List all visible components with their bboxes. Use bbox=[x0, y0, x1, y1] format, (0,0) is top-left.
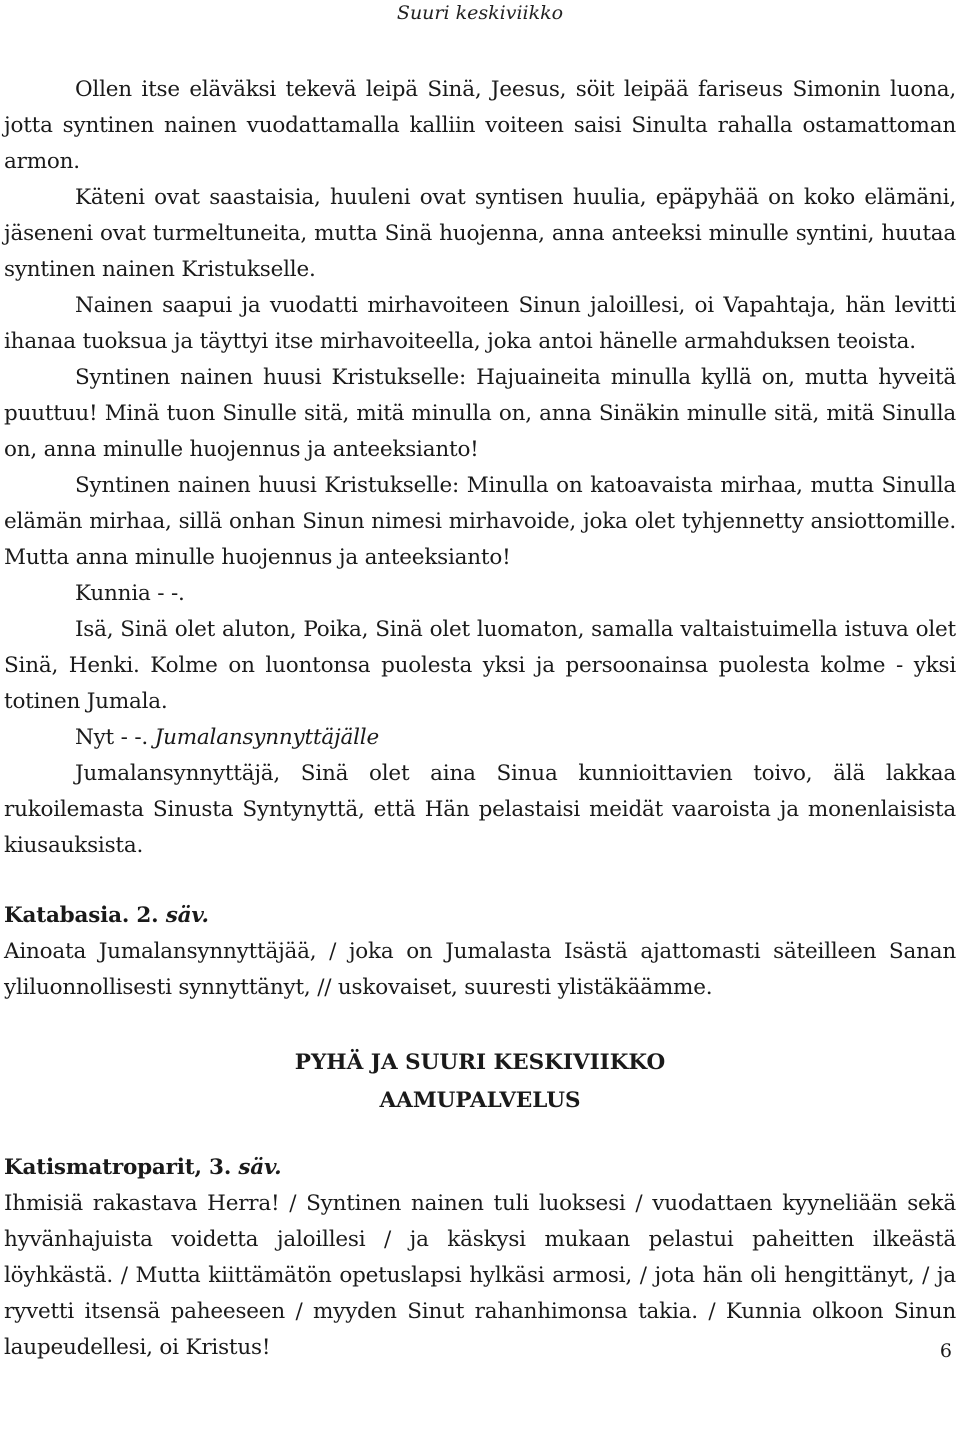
katismatroparit-tone: säv. bbox=[238, 1155, 282, 1180]
paragraph: Ollen itse eläväksi tekevä leipä Sinä, Jeesus, söit leipää fariseus Simonin luona, jotta syntinen nainen vuodattamalla kalliin voiteen saisi Sinulta rahalla ostamattoman armon. bbox=[4, 77, 956, 174]
paragraph: Nainen saapui ja vuodatti mirhavoiteen Sinun jaloillesi, oi Vapahtaja, hän levitti ihanaa tuoksua ja täyttyi itse mirhavoiteella, joka antoi hänelle armahduksen teoista. bbox=[4, 293, 956, 354]
theotokion-label: Jumalansynnyttäjälle bbox=[154, 725, 379, 750]
katismatroparit-heading-text: Katismatroparit, 3. bbox=[4, 1155, 239, 1180]
now-line bbox=[4, 720, 956, 756]
katabasia-heading bbox=[4, 898, 956, 934]
troparia-block bbox=[4, 72, 956, 864]
section-subtitle-line: AAMUPALVELUS bbox=[379, 1088, 581, 1113]
now-prefix: Nyt - -. bbox=[75, 725, 155, 750]
section-title-line: PYHÄ JA SUURI KESKIVIIKKO bbox=[294, 1050, 666, 1075]
page-number: 6 bbox=[939, 1340, 952, 1362]
katabasia-heading-text: Katabasia. 2. bbox=[4, 903, 166, 928]
section-title bbox=[4, 1044, 956, 1120]
paragraph: Isä, Sinä olet aluton, Poika, Sinä olet luomaton, samalla valtaistuimella istuva olet Sinä, Henki. Kolme on luontonsa puolesta yksi ja persoonainsa puolesta kolme - yksi totinen Jumala. bbox=[4, 617, 956, 714]
katabasia-block bbox=[4, 898, 956, 1006]
katismatroparit-block bbox=[4, 1150, 956, 1366]
paragraph: Jumalansynnyttäjä, Sinä olet aina Sinua kunnioittavien toivo, älä lakkaa rukoilemasta Sinusta Syntynyttä, että Hän pelastaisi meidät vaaroista ja monenlaisista kiusauksista. bbox=[4, 761, 956, 858]
paragraph: Syntinen nainen huusi Kristukselle: Hajuaineita minulla kyllä on, mutta hyveitä puuttuu! Minä tuon Sinulle sitä, mitä minulla on, anna Sinäkin minulle sitä, mitä Sinulla on, anna minulle huojennus ja anteeksianto! bbox=[4, 365, 956, 462]
document-page bbox=[4, 0, 956, 1366]
katabasia-tone: säv. bbox=[165, 903, 209, 928]
paragraph: Käteni ovat saastaisia, huuleni ovat syntisen huulia, epäpyhää on koko elämäni, jäseneni ovat turmeltuneita, mutta Sinä huojenna, anna anteeksi minulle syntini, huutaa syntinen nainen Kristukselle. bbox=[4, 185, 956, 282]
katabasia-text: Ainoata Jumalansynnyttäjää, / joka on Jumalasta Isästä ajattomasti säteilleen Sanan yliluonnollisesti synnyttänyt, // uskovaiset, suuresti ylistäkäämme. bbox=[4, 939, 956, 1000]
paragraph: Syntinen nainen huusi Kristukselle: Minulla on katoavaista mirhaa, mutta Sinulla elämän mirhaa, sillä onhan Sinun nimesi mirhavoide, joka olet tyhjennetty ansiottomille. Mutta anna minulle huojennus ja anteeksianto! bbox=[4, 473, 956, 570]
glory-line: Kunnia - -. bbox=[75, 581, 185, 606]
katismatroparit-heading bbox=[4, 1150, 956, 1186]
running-header: Suuri keskiviikko bbox=[396, 2, 564, 24]
katismatroparit-text: Ihmisiä rakastava Herra! / Syntinen nainen tuli luoksesi / vuodattaen kyyneliään sekä hyvänhajuista voidetta jaloillesi / ja käskysi mukaan pelastui paheitten ilkeästä löyhkästä. / Mutta kiittämätön opetuslapsi hylkäsi armosi, / jota hän oli hengittänyt, / ja ryvetti itsensä paheeseen / myyden Sinut rahanhimonsa takia. / Kunnia olkoon Sinun laupeudellesi, oi Kristus! bbox=[4, 1191, 956, 1360]
